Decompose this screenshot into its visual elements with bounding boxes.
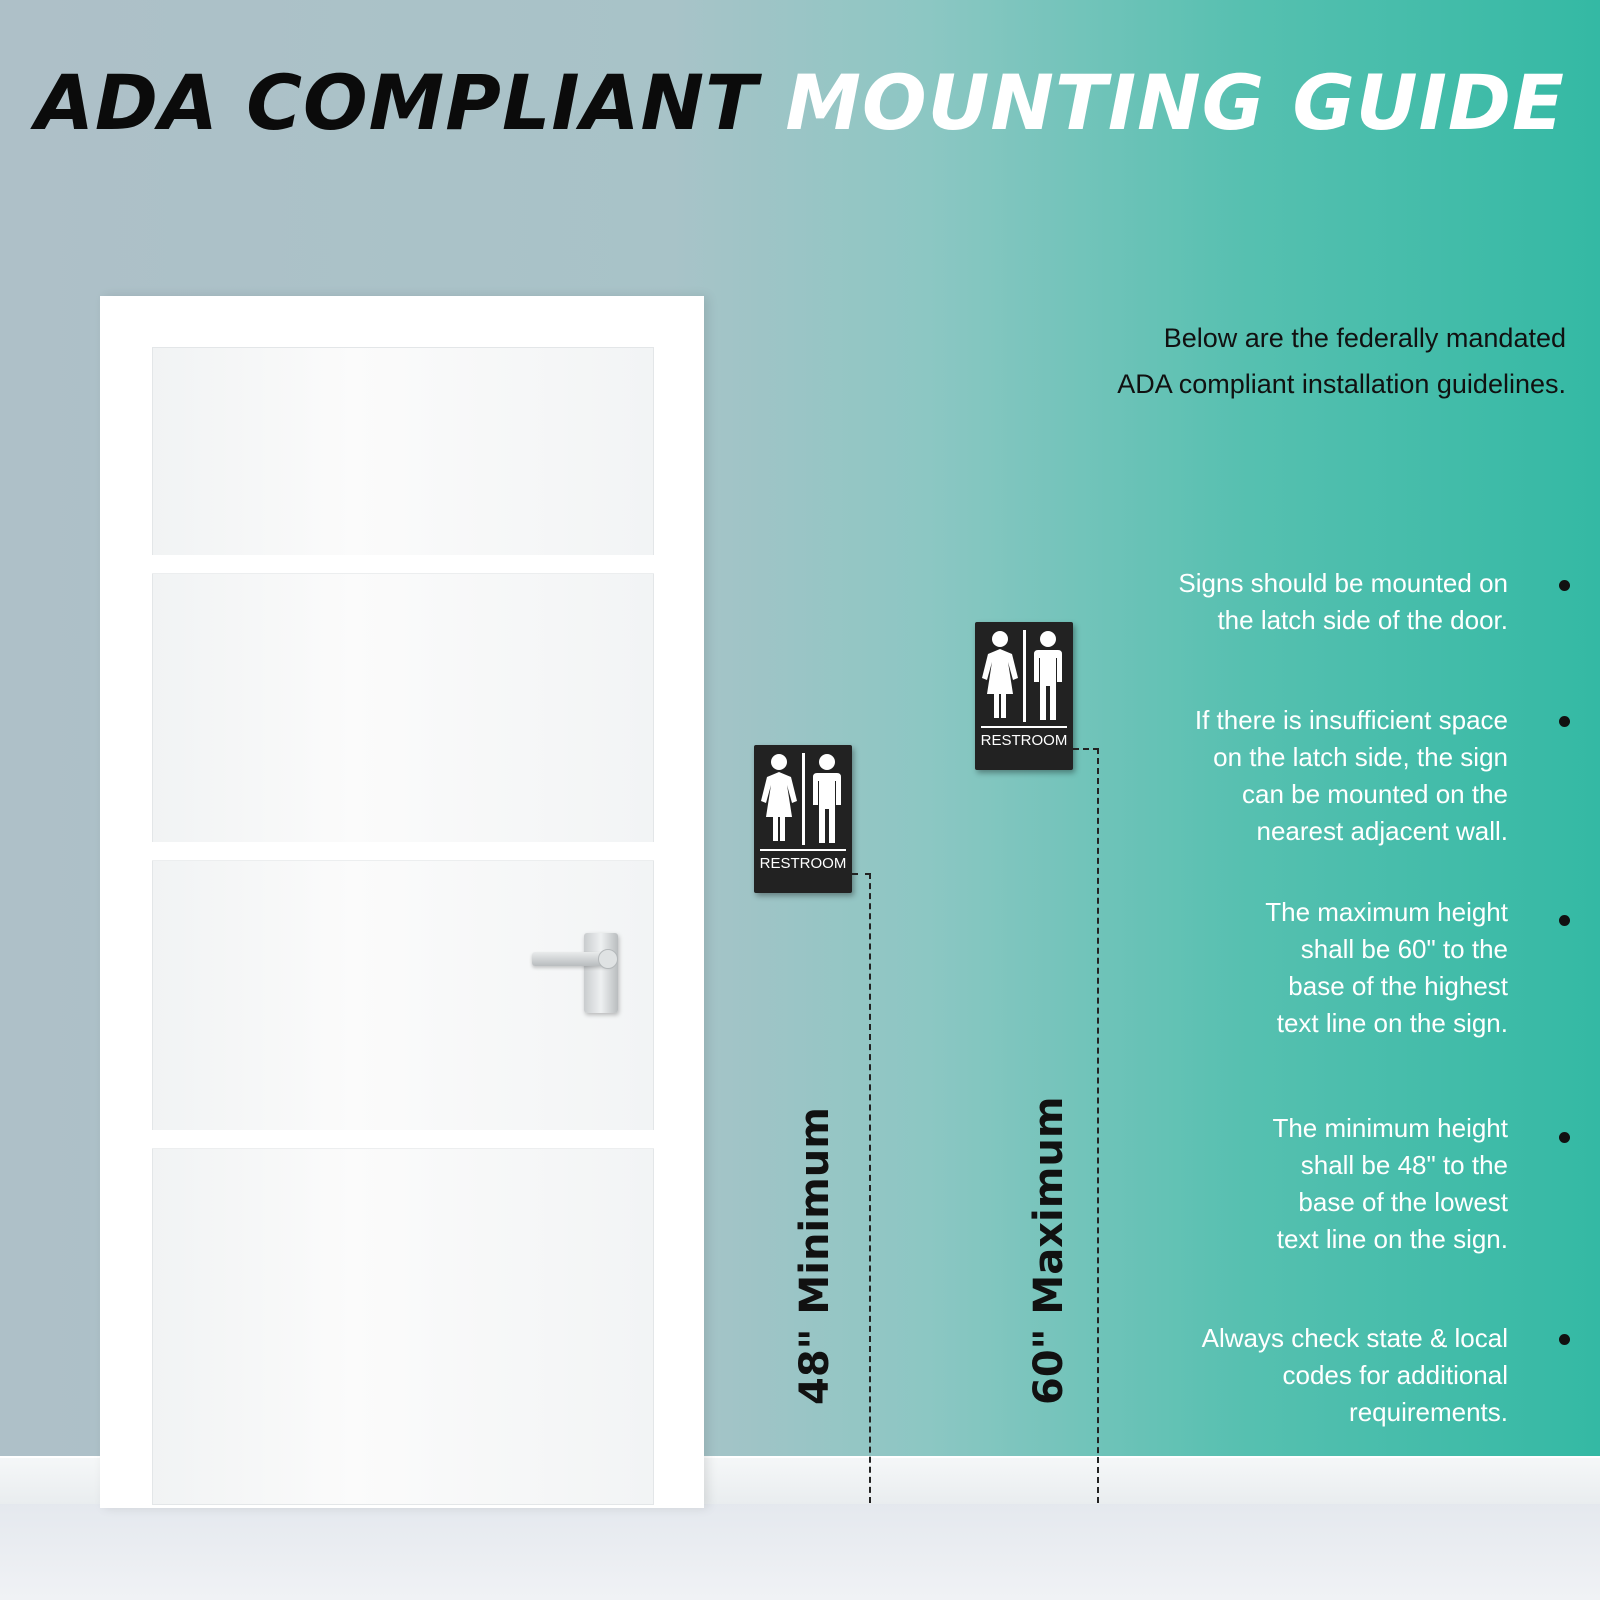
guideline-line: shall be 60" to the [1300, 934, 1508, 964]
guideline-line: base of the lowest [1298, 1187, 1508, 1217]
bullet-dot-icon [1559, 915, 1570, 926]
guideline-line: base of the highest [1288, 971, 1508, 1001]
bullet-dot-icon [1559, 1132, 1570, 1143]
bullet-dot-icon [1559, 716, 1570, 727]
minimum-height-label: 48" Minimum [792, 1107, 838, 1405]
guideline-item [1272, 1110, 1508, 1258]
bullet-dot-icon [1559, 1334, 1570, 1345]
intro-line: ADA compliant installation guidelines. [1117, 369, 1566, 399]
page-title [0, 58, 1600, 147]
door-groove [152, 555, 654, 573]
guideline-line: The maximum height [1265, 897, 1508, 927]
door-groove [152, 1130, 654, 1148]
sign-label: RESTROOM [980, 732, 1068, 749]
title-part-dark: ADA COMPLIANT [35, 58, 758, 147]
guideline-line: Always check state & local [1201, 1323, 1508, 1353]
guideline-line: If there is insufficient space [1194, 705, 1508, 735]
restroom-sign-minimum [754, 745, 852, 893]
door-groove [152, 842, 654, 860]
guideline-item [1178, 565, 1508, 639]
guideline-line: codes for additional [1282, 1360, 1508, 1390]
maximum-height-line [1097, 748, 1099, 1503]
intro-line: Below are the federally mandated [1163, 323, 1566, 353]
guideline-line: The minimum height [1272, 1113, 1508, 1143]
guideline-item [1265, 894, 1508, 1042]
guideline-line: text line on the sign. [1276, 1224, 1508, 1254]
maximum-height-leader [1073, 748, 1099, 750]
bullet-dot-icon [1559, 580, 1570, 591]
guideline-line: text line on the sign. [1276, 1008, 1508, 1038]
guideline-item [1202, 1320, 1508, 1431]
door [152, 347, 654, 1505]
guideline-line: nearest adjacent wall. [1256, 816, 1508, 846]
door-handle-knob [598, 949, 618, 969]
guideline-line: Signs should be mounted on [1178, 568, 1508, 598]
floor [0, 1500, 1600, 1600]
intro-text [926, 315, 1566, 407]
guideline-line: requirements. [1349, 1397, 1508, 1427]
guideline-item [1195, 702, 1508, 850]
guideline-line: the latch side of the door. [1217, 605, 1508, 635]
guideline-line: shall be 48" to the [1300, 1150, 1508, 1180]
maximum-height-label: 60" Maximum [1026, 1096, 1072, 1405]
guideline-line: can be mounted on the [1242, 779, 1508, 809]
restroom-sign-maximum [975, 622, 1073, 770]
title-part-light: MOUNTING GUIDE [785, 58, 1565, 147]
sign-label: RESTROOM [759, 855, 847, 872]
minimum-height-line [869, 873, 871, 1503]
guideline-line: on the latch side, the sign [1213, 742, 1508, 772]
door-handle-plate [584, 933, 618, 1013]
